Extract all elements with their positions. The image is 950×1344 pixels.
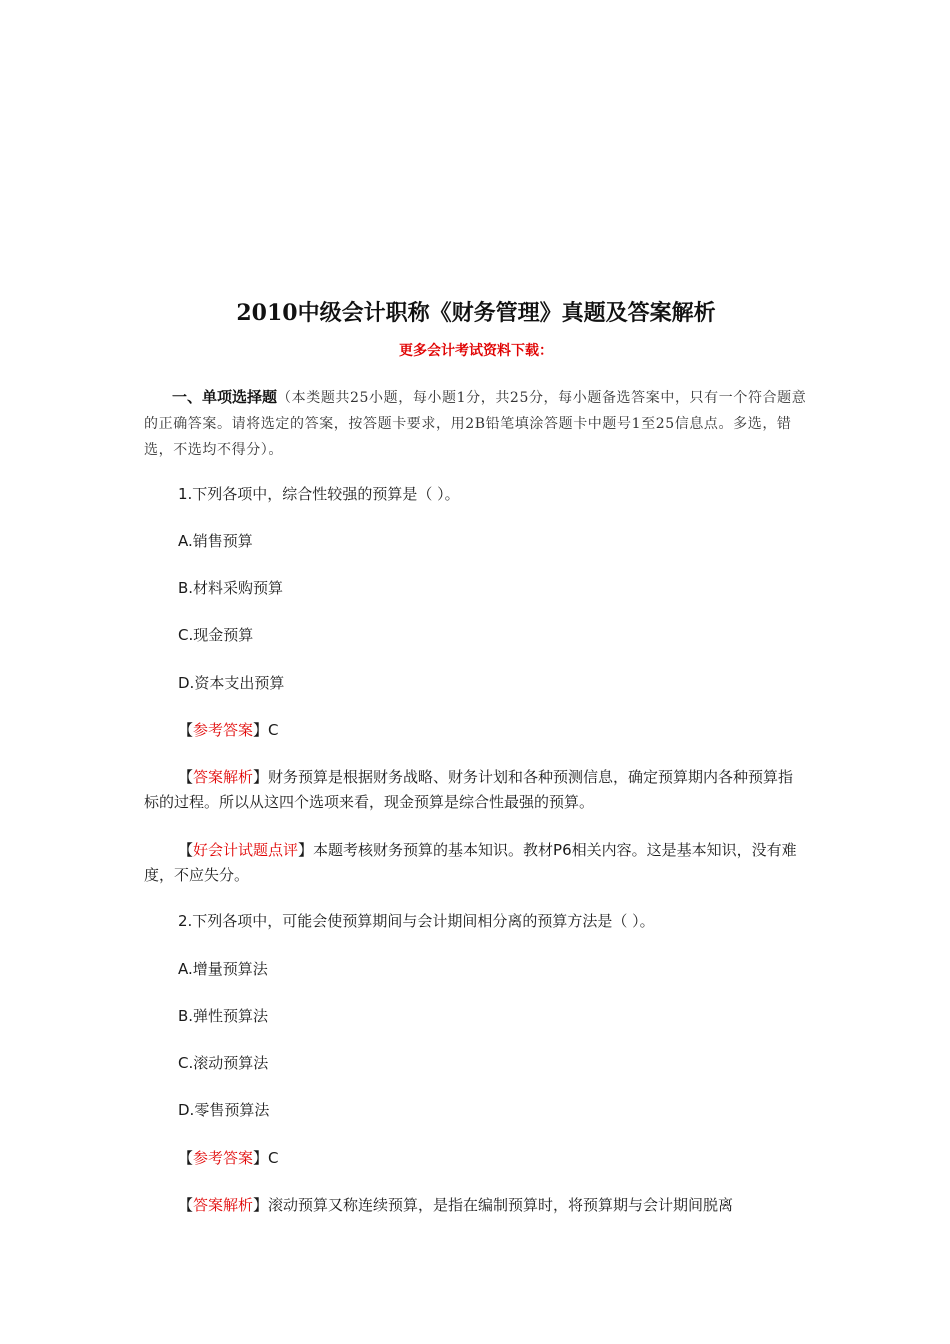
reference-answer: 【参考答案】C [178, 1149, 279, 1167]
answer-label: 参考答案 [193, 721, 254, 739]
option-b: B.弹性预算法 [178, 1007, 269, 1025]
section-heading: 一、单项选择题 [172, 388, 278, 406]
question-comment: 【好会计试题点评】本题考核财务预算的基本知识。教材P6相关内容。这是基本知识，没有难度，不应失分。 [144, 841, 797, 884]
analysis-text: 滚动预算又称连续预算，是指在编制预算时，将预算期与会计期间脱离 [268, 1196, 734, 1214]
analysis-text: 财务预算是根据财务战略、财务计划和各种预测信息，确定预算期内各种预算指标的过程。所以从这四个选项来看，现金预算是综合性最强的预算。 [144, 768, 794, 811]
section-intro [144, 384, 808, 463]
answer-value: C [268, 721, 279, 739]
option-c: C.滚动预算法 [178, 1054, 269, 1072]
answer-label: 参考答案 [193, 1149, 254, 1167]
analysis-label: 答案解析 [193, 768, 254, 786]
section-note: （本类题共25小题，每小题1分，共25分，每小题备选答案中，只有一个符合题意的正确答案。请将选定的答案，按答题卡要求，用2B铅笔填涂答题卡中题号1至25信息点。多选，错选，不选均不得分）。 [144, 390, 807, 458]
option-d: D.零售预算法 [178, 1101, 270, 1119]
option-b: B.材料采购预算 [178, 579, 284, 597]
option-c: C.现金预算 [178, 626, 254, 644]
question-stem: 2.下列各项中，可能会使预算期间与会计期间相分离的预算方法是（ ）。 [178, 912, 655, 930]
comment-text: 本题考核财务预算的基本知识。教材P6相关内容。这是基本知识，没有难度，不应失分。 [144, 841, 797, 884]
answer-analysis: 【答案解析】滚动预算又称连续预算，是指在编制预算时，将预算期与会计期间脱离 [178, 1196, 734, 1214]
more-download-link[interactable]: 更多会计考试资料下载： [399, 343, 553, 359]
option-a: A.销售预算 [178, 532, 253, 550]
answer-value: C [268, 1149, 279, 1167]
comment-label: 好会计试题点评 [193, 841, 299, 859]
reference-answer: 【参考答案】C [178, 721, 279, 739]
answer-analysis: 【答案解析】财务预算是根据财务战略、财务计划和各种预测信息，确定预算期内各种预算指标的过程。所以从这四个选项来看，现金预算是综合性最强的预算。 [144, 768, 794, 811]
analysis-label: 答案解析 [193, 1196, 254, 1214]
option-d: D.资本支出预算 [178, 674, 285, 692]
option-a: A.增量预算法 [178, 960, 268, 978]
question-stem: 1.下列各项中，综合性较强的预算是（ ）。 [178, 485, 460, 503]
page-title: 2010中级会计职称《财务管理》真题及答案解析 [236, 300, 716, 326]
